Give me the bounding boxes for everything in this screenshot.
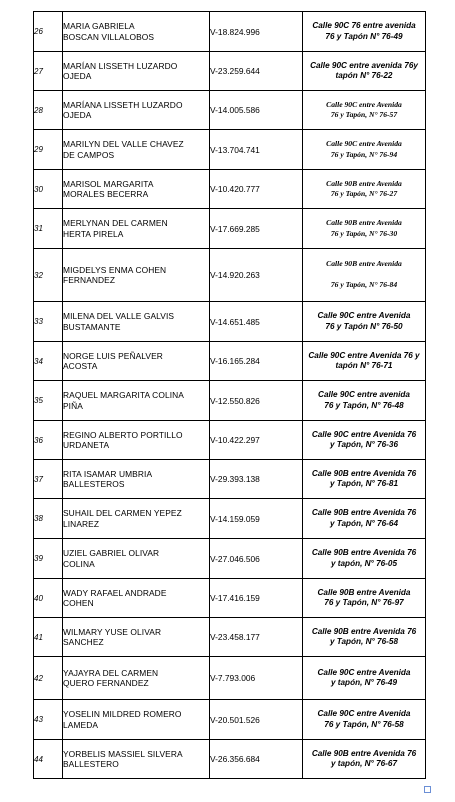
address: Calle 90C entre Avenida 76 y Tapón, N° 76-58 — [303, 700, 426, 740]
residents-table-body — [34, 12, 426, 779]
address: Calle 90C entre avenida 76y tapón N° 76-22 — [303, 52, 426, 91]
row-number: 43 — [34, 700, 63, 740]
resident-name: NORGE LUIS PEÑALVER ACOSTA — [63, 342, 210, 381]
resident-name: YORBELIS MASSIEL SILVERA BALLESTERO — [63, 740, 210, 779]
address: Calle 90C entre Avenida 76 y Tapón, N° 76-94 — [303, 130, 426, 170]
row-number: 44 — [34, 740, 63, 779]
table-row — [34, 209, 426, 249]
row-number: 32 — [34, 249, 63, 302]
row-number: 31 — [34, 209, 63, 249]
residents-table — [33, 11, 426, 779]
table-row — [34, 91, 426, 130]
cedula-number: V-14.651.485 — [210, 302, 303, 342]
table-row — [34, 130, 426, 170]
resident-name: RITA ISAMAR UMBRIA BALLESTEROS — [63, 460, 210, 499]
table-row — [34, 381, 426, 421]
cedula-number: V-14.159.059 — [210, 499, 303, 539]
row-number: 38 — [34, 499, 63, 539]
row-number: 40 — [34, 579, 63, 618]
table-row — [34, 170, 426, 209]
resident-name: MILENA DEL VALLE GALVIS BUSTAMANTE — [63, 302, 210, 342]
address: Calle 90B entre Avenida 76 y tapón, N° 76-67 — [303, 740, 426, 779]
table-row — [34, 52, 426, 91]
cedula-number: V-13.704.741 — [210, 130, 303, 170]
cedula-number: V-23.458.177 — [210, 618, 303, 657]
address: Calle 90B entre Avenida 76 y Tapón, N° 76-27 — [303, 170, 426, 209]
table-row — [34, 657, 426, 700]
cedula-number: V-27.046.506 — [210, 539, 303, 579]
row-number: 35 — [34, 381, 63, 421]
row-number: 37 — [34, 460, 63, 499]
cedula-number: V-29.393.138 — [210, 460, 303, 499]
table-row — [34, 12, 426, 52]
resident-name: MARISOL MARGARITA MORALES BECERRA — [63, 170, 210, 209]
address: Calle 90C 76 entre avenida 76 y Tapón N° 76-49 — [303, 12, 426, 52]
cedula-number: V-10.420.777 — [210, 170, 303, 209]
resident-name: MARIA GABRIELA BOSCAN VILLALOBOS — [63, 12, 210, 52]
address: Calle 90B entre Avenida 76 y Tapón, N° 76-97 — [303, 579, 426, 618]
row-number: 27 — [34, 52, 63, 91]
resident-name: MERLYNAN DEL CARMEN HERTA PIRELA — [63, 209, 210, 249]
address: Calle 90C entre Avenida y tapón, N° 76-49 — [303, 657, 426, 700]
cedula-number: V-14.920.263 — [210, 249, 303, 302]
cedula-number: V-12.550.826 — [210, 381, 303, 421]
table-row — [34, 460, 426, 499]
cedula-number: V-18.824.996 — [210, 12, 303, 52]
table-row — [34, 249, 426, 302]
resident-name: YOSELIN MILDRED ROMERO LAMEDA — [63, 700, 210, 740]
address: Calle 90C entre avenida 76 y Tapón, N° 76-48 — [303, 381, 426, 421]
table-row — [34, 302, 426, 342]
table-row — [34, 579, 426, 618]
cedula-number: V-23.259.644 — [210, 52, 303, 91]
table-row — [34, 618, 426, 657]
row-number: 33 — [34, 302, 63, 342]
row-number: 34 — [34, 342, 63, 381]
row-number: 29 — [34, 130, 63, 170]
row-number: 42 — [34, 657, 63, 700]
address: Calle 90C entre Avenida 76 y Tapón, N° 76-57 — [303, 91, 426, 130]
cedula-number: V-10.422.297 — [210, 421, 303, 460]
address: Calle 90C entre Avenida 76 y tapón N° 76-71 — [303, 342, 426, 381]
address: Calle 90C entre Avenida 76 y Tapón N° 76-50 — [303, 302, 426, 342]
resident-name: UZIEL GABRIEL OLIVAR COLINA — [63, 539, 210, 579]
address: Calle 90B entre Avenida 76 y Tapón, N° 76-81 — [303, 460, 426, 499]
resident-name: WILMARY YUSE OLIVAR SANCHEZ — [63, 618, 210, 657]
resident-name: WADY RAFAEL ANDRADE COHEN — [63, 579, 210, 618]
address: Calle 90B entre Avenida 76 y Tapón, N° 76-30 — [303, 209, 426, 249]
resident-name: REGINO ALBERTO PORTILLO URDANETA — [63, 421, 210, 460]
address: Calle 90B entre Avenida 76 y tapón, N° 76-05 — [303, 539, 426, 579]
address: Calle 90B entre Avenida 76 y Tapón, N° 76-64 — [303, 499, 426, 539]
cedula-number: V-20.501.526 — [210, 700, 303, 740]
row-number: 28 — [34, 91, 63, 130]
cedula-number: V-17.416.159 — [210, 579, 303, 618]
resident-name: SUHAIL DEL CARMEN YEPEZ LINAREZ — [63, 499, 210, 539]
row-number: 26 — [34, 12, 63, 52]
row-number: 30 — [34, 170, 63, 209]
table-row — [34, 342, 426, 381]
row-number: 41 — [34, 618, 63, 657]
resident-name: MARÍANA LISSETH LUZARDO OJEDA — [63, 91, 210, 130]
cedula-number: V-7.793.006 — [210, 657, 303, 700]
resident-name: MIGDELYS ENMA COHEN FERNANDEZ — [63, 249, 210, 302]
table-row — [34, 740, 426, 779]
cedula-number: V-17.669.285 — [210, 209, 303, 249]
resident-name: RAQUEL MARGARITA COLINA PIÑA — [63, 381, 210, 421]
address: Calle 90B entre Avenida 76 y Tapón, N° 76-84 — [303, 249, 426, 302]
table-resize-handle[interactable] — [424, 786, 431, 793]
row-number: 39 — [34, 539, 63, 579]
table-row — [34, 700, 426, 740]
address: Calle 90C entre Avenida 76 y Tapón, N° 76-36 — [303, 421, 426, 460]
row-number: 36 — [34, 421, 63, 460]
address: Calle 90B entre Avenida 76 y Tapón, N° 76-58 — [303, 618, 426, 657]
resident-name: MARILYN DEL VALLE CHAVEZ DE CAMPOS — [63, 130, 210, 170]
resident-name: YAJAYRA DEL CARMEN QUERO FERNANDEZ — [63, 657, 210, 700]
cedula-number: V-16.165.284 — [210, 342, 303, 381]
table-row — [34, 539, 426, 579]
resident-name: MARÍAN LISSETH LUZARDO OJEDA — [63, 52, 210, 91]
cedula-number: V-14.005.586 — [210, 91, 303, 130]
table-row — [34, 421, 426, 460]
cedula-number: V-26.356.684 — [210, 740, 303, 779]
table-row — [34, 499, 426, 539]
